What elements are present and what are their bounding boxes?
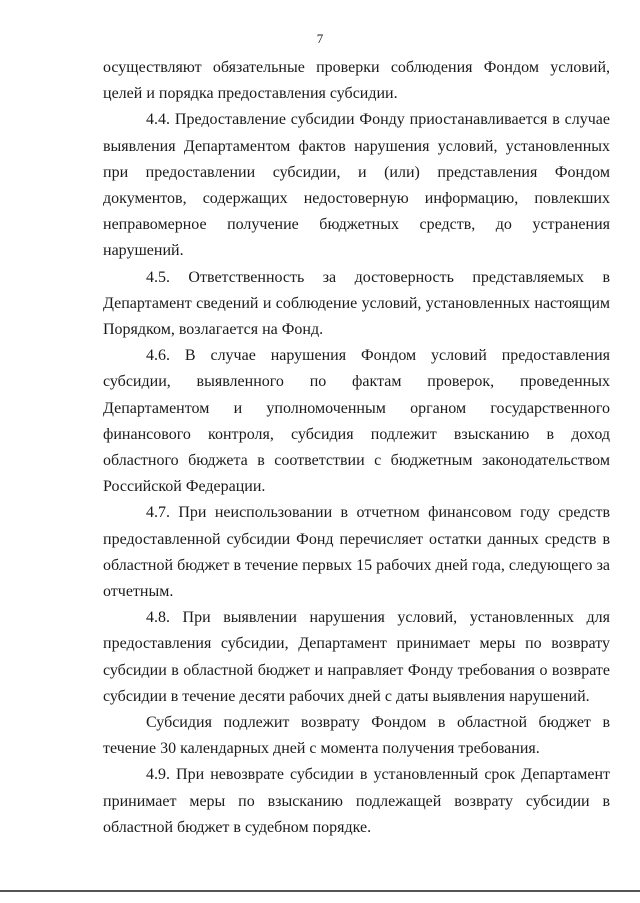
paragraph-4-9: 4.9. При невозврате субсидии в установленный срок Департамент принимает меры по взысканию подлежащей возврату субсидии в областной бюджет в судебном порядке. — [103, 766, 610, 836]
document-body — [103, 55, 610, 841]
paragraph-4-4: 4.4. Предоставление субсидии Фонду приостанавливается в случае выявления Департаментом фактов нарушения условий, установленных при предоставлении субсидии, и (или) представления Фондом документов, содержащих недостоверную информацию, повлекших неправомерное получение бюджетных средств, до устранения нарушений. — [103, 111, 610, 260]
page-number: 7 — [316, 31, 324, 46]
paragraph-4-8: 4.8. При выявлении нарушения условий, установленных для предоставления субсидии, Департамент принимает меры по возврату субсидии в областной бюджет и направляет Фонду требования о возврате субсидии в течение десяти рабочих дней с даты выявления нарушений. — [103, 609, 610, 705]
paragraph-refund-term: Субсидия подлежит возврату Фондом в областной бюджет в течение 30 календарных дней с момента получения требования. — [103, 714, 610, 758]
scan-edge-line — [0, 890, 640, 892]
paragraph-continuation: осуществляют обязательные проверки соблюдения Фондом условий, целей и порядка предоставления субсидии. — [103, 59, 610, 103]
paragraph-4-6: 4.6. В случае нарушения Фондом условий предоставления субсидии, выявленного по фактам проверок, проведенных Департаментом и уполномоченным органом государственного финансового контроля, субсидия подлежит взысканию в доход областного бюджета в соответствии с бюджетным законодательством Российской Федерации. — [103, 347, 610, 496]
paragraph-4-5: 4.5. Ответственность за достоверность представляемых в Департамент сведений и соблюдение условий, установленных настоящим Порядком, возлагается на Фонд. — [103, 268, 610, 339]
paragraph-4-7: 4.7. При неиспользовании в отчетном финансовом году средств предоставленной субсидии Фонд перечисляет остатки данных средств в областной бюджет в течение первых 15 рабочих дней года, следующего за отчетным. — [103, 504, 610, 601]
